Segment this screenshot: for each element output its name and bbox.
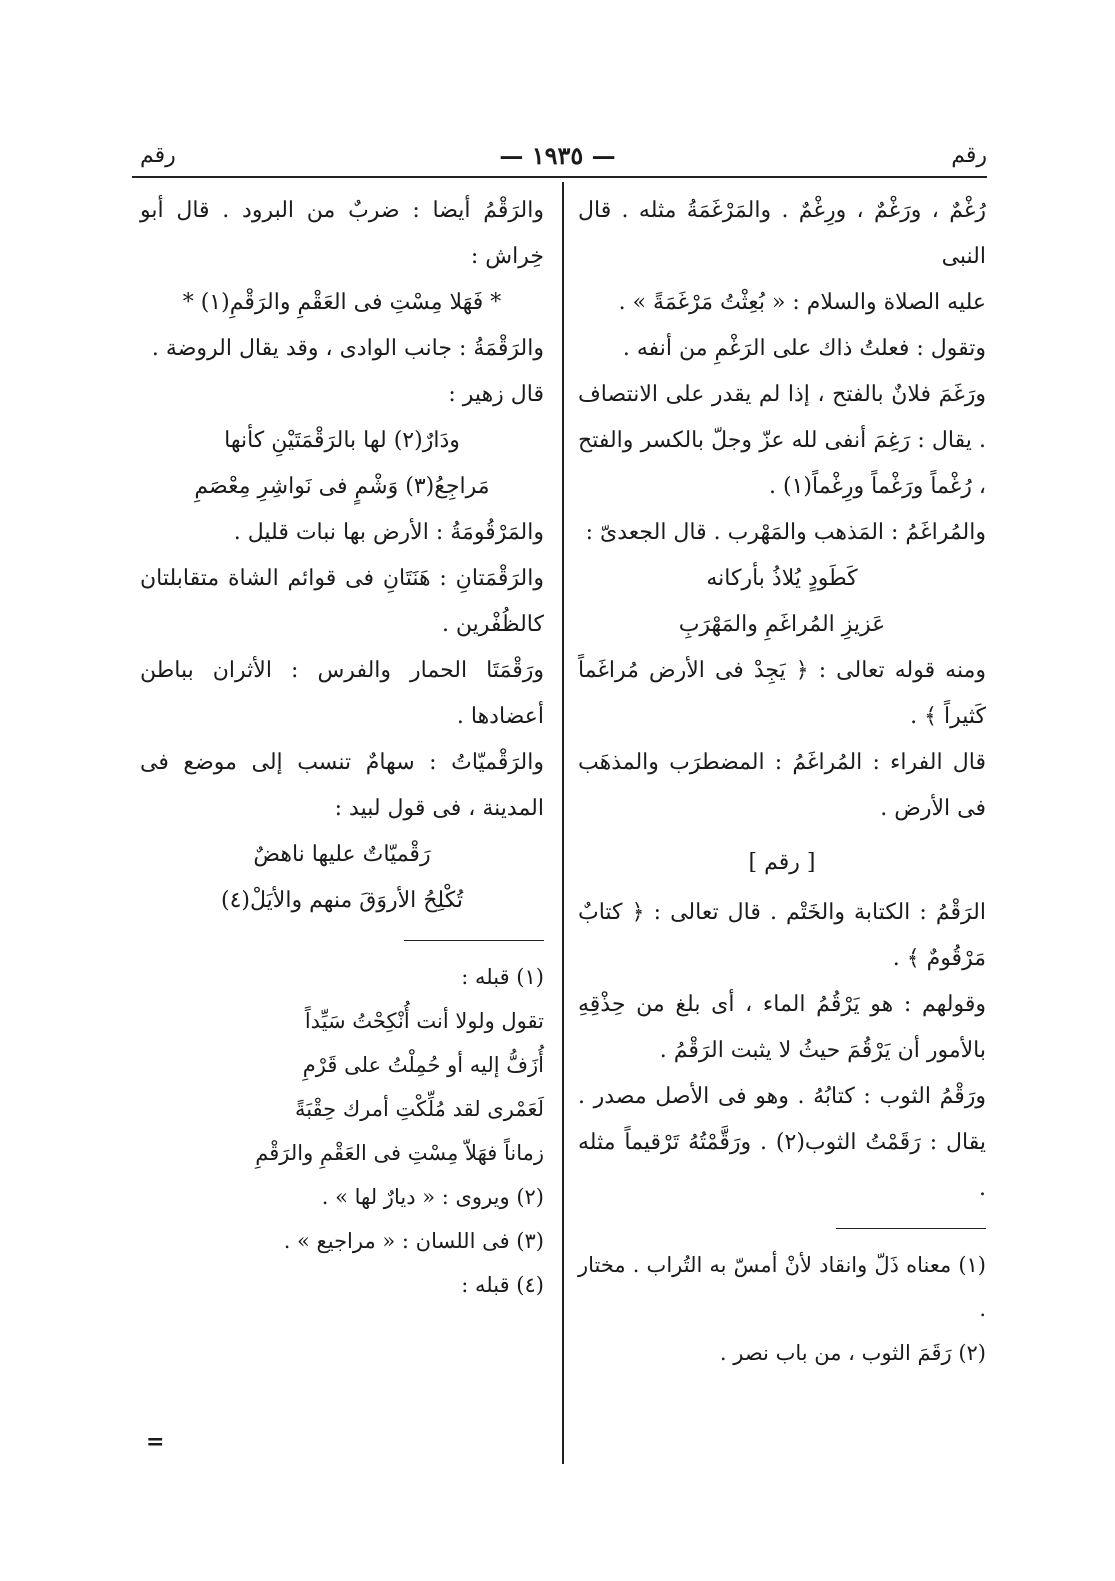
- verse-line: رَقْميّاتٌ عليها ناهضٌ: [253, 842, 431, 867]
- entry-paragraph: والمُراغَمُ : المَذهب والمَهْرب . قال الجعدىّ :: [585, 520, 986, 545]
- verse-line: تُكْلِحُ الأروَقَ منهم والأيَلْ(٤): [221, 888, 463, 913]
- footnote-verse: زماناً فهَلاّ مِسْتِ فى العَقْمِ والرَقْمِ: [255, 1141, 544, 1165]
- footnote: (٣) فى اللسان : « مراجيع » .: [283, 1229, 544, 1253]
- section-heading: [ رقم ]: [748, 850, 816, 875]
- signature-mark: =: [146, 1429, 163, 1455]
- entry-paragraph: رُغْمٌ ، ورَغْمٌ ، ورِغْمٌ . والمَرْغَمَةُ مثله . قال النبى: [578, 198, 986, 269]
- footnote-verse: أُزَفُّ إليه أو حُمِلْتُ على قَرْمِ: [302, 1053, 544, 1077]
- left-column: [140, 188, 544, 1307]
- footnote: (١) قبله :: [461, 965, 544, 989]
- footnote-rule: [404, 940, 544, 941]
- entry-paragraph: والرَقْمُ أيضا : ضربٌ من البرود . قال أبو خِراش :: [140, 198, 544, 269]
- footnote: (١) معناه ذَلّ وانقاد لأنْ أمسّ به التُراب . مختار .: [578, 1253, 986, 1321]
- footnote: (٢) رَقَمَ الثوب ، من باب نصر .: [719, 1341, 986, 1365]
- verse-line: كَطَودٍ يُلاذُ بأركانه: [706, 566, 858, 591]
- entry-paragraph: ورَقْمَتَا الحمار والفرس : الأثران بباطن أعضادها .: [140, 658, 544, 729]
- footnote-verse: لَعَمْرى لقد مُلِّكْتِ أمرك حِقْبَةً: [294, 1097, 544, 1121]
- running-head-left: رقم: [140, 143, 176, 168]
- footnote-verse: تقول ولولا أنت أُنْكِحْتُ سَيِّداً: [304, 1009, 544, 1033]
- entry-paragraph: والرَقْمَةُ : جانب الوادى ، وقد يقال الروضة .: [151, 336, 544, 361]
- entry-paragraph: عليه الصلاة والسلام : « بُعِثْتُ مَرْغَمَةً » .: [618, 290, 986, 315]
- entry-paragraph: ورَقْمُ الثوب : كتابُهُ . وهو فى الأصل مصدر . يقال : رَقَمْتُ الثوب(٢) . ورَقَّمْتُهُ تَرْقيماً مثله .: [578, 1084, 986, 1201]
- verse-line: ودَارٌ(٢) لها بالرَقْمَتَيْنِ كأنها: [224, 428, 460, 453]
- verse-line: مَراجِعُ(٣) وَشْمٍ فى نَواشِرِ مِعْصَمِ: [194, 474, 490, 499]
- entry-paragraph: والرَقْمَتانِ : هَنَتَانِ فى قوائم الشاة متقابلتان كالظُفْرين .: [140, 566, 544, 637]
- header-rule: [132, 176, 987, 178]
- right-column: [578, 188, 986, 1375]
- entry-paragraph: ورَغَمَ فلانٌ بالفتح ، إذا لم يقدر على الانتصاف . يقال : رَغِمَ أنفى لله عزّ وجلّ بالكسر والفتح ، رُغْماً ورَغْماً ورِغْماً(١) .: [578, 382, 986, 499]
- entry-paragraph: وقولهم : هو يَرْقُمُ الماء ، أى بلغ من حِذْقِهِ بالأمور أن يَرْقُمَ حيثُ لا يثبت الرَقْمُ .: [578, 992, 986, 1063]
- entry-paragraph: ومنه قوله تعالى : ﴿ يَجِدْ فى الأرض مُراغَماً كَثيراً ﴾ .: [578, 658, 986, 729]
- entry-paragraph: وتقول : فعلتُ ذاك على الرَغْمِ من أنفه .: [622, 336, 986, 361]
- entry-paragraph: قال زهير :: [448, 382, 544, 407]
- column-divider: [562, 182, 564, 1464]
- entry-paragraph: الرَقْمُ : الكتابة والخَتْم . قال تعالى : ﴿ كتابٌ مَرْقُومٌ ﴾ .: [578, 900, 986, 971]
- footnote-rule: [836, 1228, 986, 1229]
- verse-line: عَزيزِ المُراغَمِ والمَهْرَبِ: [678, 612, 886, 637]
- running-head-right: رقم: [951, 143, 987, 168]
- footnote: (٤) قبله :: [461, 1273, 544, 1297]
- entry-paragraph: قال الفراء : المُراغَمُ : المضطرَب والمذهَب فى الأرض .: [578, 750, 986, 821]
- verse-line: * فَهَلا مِسْتِ فى العَقْمِ والرَقْمِ(١) *: [182, 290, 502, 315]
- entry-paragraph: والرَقْميّاتُ : سهامٌ تنسب إلى موضع فى المدينة ، فى قول لبيد :: [140, 750, 544, 821]
- entry-paragraph: والمَرْقُومَةُ : الأرض بها نبات قليل .: [233, 520, 544, 545]
- page-number: — ١٩٣٥ —: [499, 141, 616, 170]
- footnote: (٢) ويروى : « ديارٌ لها » .: [321, 1185, 544, 1209]
